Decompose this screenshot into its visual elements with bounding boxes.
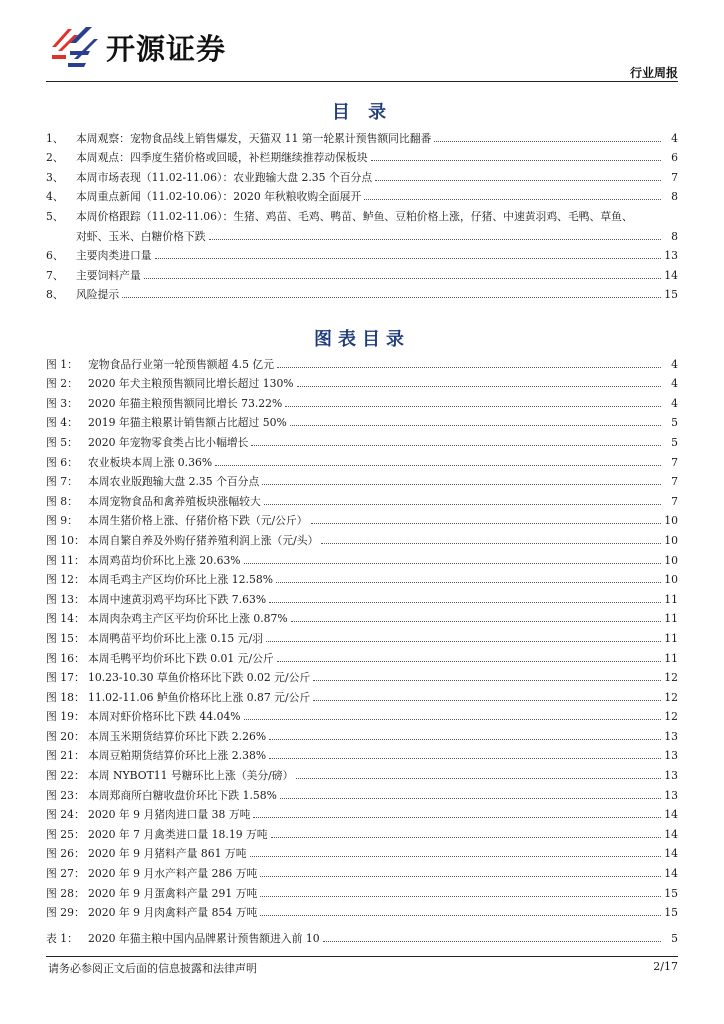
footer-disclaimer: 请务必参阅正文后面的信息披露和法律声明 [48, 962, 257, 975]
figure-entry-title: 本周郑商所白糖收盘价环比下跌 1.58% [88, 788, 277, 802]
dot-leader [253, 817, 661, 818]
header-divider [46, 81, 678, 82]
dot-leader [266, 641, 661, 642]
dot-leader [291, 621, 661, 622]
figure-entry[interactable] [46, 685, 678, 705]
figure-entry-number: 图 18： [46, 690, 85, 704]
dot-leader [276, 582, 661, 583]
figure-entry[interactable] [46, 372, 678, 392]
table-entry-number: 表 1： [46, 931, 78, 945]
toc-entry-page: 13 [664, 249, 678, 263]
figure-entry[interactable] [46, 568, 678, 588]
figure-entry[interactable] [46, 607, 678, 627]
figure-entry-number: 图 20： [46, 729, 85, 743]
figure-entry-page: 14 [664, 847, 678, 861]
figure-entry-number: 图 5： [46, 435, 78, 449]
figure-entry-number: 图 17： [46, 671, 85, 685]
dot-leader [297, 386, 661, 387]
figure-entry[interactable] [46, 528, 678, 548]
figure-entry-page: 15 [664, 886, 678, 900]
figure-entry-page: 12 [664, 710, 678, 724]
dot-leader [296, 778, 661, 779]
toc-entry-title: 主要饲料产量 [76, 268, 141, 282]
figure-entry[interactable] [46, 509, 678, 529]
figure-entry[interactable] [46, 587, 678, 607]
dot-leader [269, 739, 661, 740]
toc-entry[interactable] [46, 263, 678, 283]
table-entry-page: 5 [671, 931, 678, 945]
footer-divider [46, 956, 678, 957]
company-logo [48, 22, 308, 72]
figure-entry-title: 农业板块本周上涨 0.36% [88, 455, 213, 469]
figure-entry-page: 14 [664, 808, 678, 822]
figure-entry[interactable] [46, 705, 678, 725]
figure-entry-number: 图 11： [46, 553, 85, 567]
figure-entry-title: 本周鸭苗平均价环比上涨 0.15 元/羽 [88, 631, 263, 645]
figure-entry-title: 11.02-11.06 鲈鱼价格环比上涨 0.87 元/公斤 [88, 690, 311, 704]
page-header [46, 18, 678, 80]
dot-leader [144, 278, 661, 279]
dot-leader [371, 160, 661, 161]
figure-entry-page: 7 [671, 455, 678, 469]
toc-entry[interactable] [46, 204, 678, 224]
dot-leader [311, 523, 661, 524]
dot-leader [250, 856, 662, 857]
figure-entry-number: 图 16： [46, 651, 85, 665]
figure-entry-page: 10 [664, 573, 678, 587]
figure-entry-number: 图 19： [46, 710, 85, 724]
toc-list [46, 126, 678, 302]
figure-entry-page: 11 [664, 651, 678, 665]
toc-entry-title: 本周市场表现（11.02-11.06）：农业跑输大盘 2.35 个百分点 [76, 170, 373, 184]
figure-entry-number: 图 25： [46, 827, 85, 841]
toc-entry-page: 6 [671, 151, 678, 165]
figure-entry-page: 7 [671, 494, 678, 508]
figure-entry-page: 4 [671, 357, 678, 371]
toc-entry[interactable] [46, 146, 678, 166]
figure-entry-page: 11 [664, 592, 678, 606]
figure-entry-number: 图 9： [46, 514, 78, 528]
figure-entry-title: 2020 年 9 月蛋禽料产量 291 万吨 [88, 886, 258, 900]
figure-entry-page: 10 [664, 533, 678, 547]
figure-entry-page: 7 [671, 475, 678, 489]
figure-entry-page: 13 [664, 749, 678, 763]
figure-entry[interactable] [46, 411, 678, 431]
table-index-list [46, 926, 678, 946]
toc-entry-title: 本周观察：宠物食品线上销售爆发，天猫双 11 第一轮累计预售额同比翻番 [76, 131, 432, 145]
figure-entry-page: 12 [664, 671, 678, 685]
figure-entry[interactable] [46, 391, 678, 411]
figure-entry-number: 图 4： [46, 416, 78, 430]
figure-entry-number: 图 29： [46, 906, 85, 920]
figure-entry-page: 10 [664, 514, 678, 528]
figure-entry[interactable] [46, 430, 678, 450]
dot-leader [262, 484, 661, 485]
figure-entry-number: 图 24： [46, 808, 85, 822]
figure-entry-title: 2020 年猫主粮预售额同比增长 73.22% [88, 396, 283, 410]
figure-entry-title: 本周对虾价格环比下跌 44.04% [88, 710, 241, 724]
figure-entry-page: 11 [664, 612, 678, 626]
figure-entry-page: 14 [664, 867, 678, 881]
report-type-label: 行业周报 [629, 66, 678, 80]
dot-leader [277, 367, 661, 368]
figure-entry-title: 2020 年 9 月肉禽料产量 854 万吨 [88, 906, 258, 920]
dot-leader [209, 239, 661, 240]
figure-entry-title: 宠物食品行业第一轮预售额超 4.5 亿元 [88, 357, 274, 371]
figure-entry[interactable] [46, 470, 678, 490]
toc-entry[interactable] [46, 224, 678, 244]
toc-entry-number: 6、 [46, 249, 64, 263]
dot-leader [122, 297, 661, 298]
figure-entry[interactable] [46, 842, 678, 862]
figure-entry-number: 图 3： [46, 396, 78, 410]
figure-entry-number: 图 6： [46, 455, 78, 469]
figure-entry-title: 2020 年犬主粮预售额同比增长超过 130% [88, 377, 294, 391]
toc-entry[interactable] [46, 126, 678, 146]
toc-entry-title: 主要肉类进口量 [76, 249, 152, 263]
dot-leader [155, 258, 661, 259]
figure-index-list [46, 352, 678, 920]
dot-leader [269, 602, 661, 603]
figure-entry-number: 图 8： [46, 494, 78, 508]
figure-entry-title: 本周中速黄羽鸡平均环比下跌 7.63% [88, 592, 267, 606]
figure-entry-title: 10.23-10.30 草鱼价格环比下跌 0.02 元/公斤 [88, 671, 311, 685]
toc-entry-page: 14 [664, 268, 678, 282]
figure-entry[interactable] [46, 666, 678, 686]
figure-entry-number: 图 12： [46, 573, 85, 587]
figure-entry[interactable] [46, 744, 678, 764]
figure-entry-number: 图 21： [46, 749, 85, 763]
figure-entry-title: 本周鸡苗均价环比上涨 20.63% [88, 553, 241, 567]
figure-entry[interactable] [46, 626, 678, 646]
figure-entry[interactable] [46, 783, 678, 803]
figure-entry-title: 2020 年宠物零食类占比小幅增长 [88, 435, 249, 449]
figure-entry-title: 本周农业版跑输大盘 2.35 个百分点 [88, 475, 260, 489]
figure-entry-title: 2019 年猫主粮累计销售额占比超过 50% [88, 416, 287, 430]
figure-entry[interactable] [46, 803, 678, 823]
kaiyuan-logo-icon [48, 25, 100, 69]
figure-entry-number: 图 2： [46, 377, 78, 391]
figure-entry-title: 本周豆粕期货结算价环比上涨 2.38% [88, 749, 267, 763]
figure-entry-title: 本周生猪价格上涨、仔猪价格下跌（元/公斤） [88, 514, 308, 528]
dot-leader [260, 915, 661, 916]
figure-entry-page: 13 [664, 769, 678, 783]
dot-leader [260, 896, 661, 897]
figure-entry[interactable] [46, 548, 678, 568]
figure-entry-title: 2020 年 7 月禽类进口量 18.19 万吨 [88, 827, 268, 841]
figure-entry[interactable] [46, 489, 678, 509]
figure-entry-number: 图 26： [46, 847, 85, 861]
toc-entry-title: 本周价格跟踪（11.02-11.06）：生猪、鸡苗、毛鸡、鸭苗、鲈鱼、豆粕价格上涨，仔猪、中速黄羽鸡、毛鸭、草鱼、 [76, 209, 633, 223]
dot-leader [290, 425, 661, 426]
figure-entry-number: 图 7： [46, 475, 78, 489]
toc-entry-number: 4、 [46, 190, 64, 204]
figure-entry-title: 2020 年 9 月猪料产量 861 万吨 [88, 847, 247, 861]
toc-entry[interactable] [46, 165, 678, 185]
figure-entry-page: 4 [671, 396, 678, 410]
figure-entry-title: 本周毛鸭平均价环比下跌 0.01 元/公斤 [88, 651, 274, 665]
toc-title: 目 录 [331, 102, 393, 123]
figure-entry[interactable] [46, 822, 678, 842]
figure-entry-page: 13 [664, 788, 678, 802]
figure-entry-title: 2020 年 9 月猪肉进口量 38 万吨 [88, 808, 251, 822]
dot-leader [277, 661, 661, 662]
dot-leader [313, 680, 661, 681]
figure-entry-page: 13 [664, 729, 678, 743]
toc-entry-title: 本周观点：四季度生猪价格或回暖，补栏期继续推荐动保板块 [76, 151, 368, 165]
toc-entry[interactable] [46, 185, 678, 205]
figure-entry-page: 10 [664, 553, 678, 567]
figure-entry-title: 2020 年 9 月水产料产量 286 万吨 [88, 867, 258, 881]
figure-entry-title: 本周玉米期货结算价环比下跌 2.26% [88, 729, 267, 743]
dot-leader [280, 798, 661, 799]
figure-entry-page: 5 [671, 435, 678, 449]
toc-entry-number: 3、 [46, 170, 64, 184]
figure-entry-number: 图 1： [46, 357, 78, 371]
toc-entry-number: 8、 [46, 288, 64, 302]
toc-entry[interactable] [46, 244, 678, 264]
toc-entry-title: 风险提示 [76, 288, 120, 302]
figure-entry-title: 本周自繁自养及外购仔猪养殖利润上涨（元/头） [88, 533, 319, 547]
dot-leader [264, 504, 661, 505]
toc-entry-page: 8 [671, 190, 678, 204]
figure-entry-number: 图 23： [46, 788, 85, 802]
dot-leader [260, 876, 661, 877]
figure-entry-page: 5 [671, 416, 678, 430]
figure-entry[interactable] [46, 724, 678, 744]
figure-entry[interactable] [46, 646, 678, 666]
figure-entry-number: 图 28： [46, 886, 85, 900]
figure-entry-page: 15 [664, 906, 678, 920]
toc-entry-number: 1、 [46, 131, 64, 145]
dot-leader [364, 199, 661, 200]
dot-leader [434, 141, 661, 142]
dot-leader [244, 719, 661, 720]
table-entry[interactable] [46, 926, 678, 946]
dot-leader [285, 406, 661, 407]
figure-entry-page: 4 [671, 377, 678, 391]
dot-leader [321, 543, 661, 544]
toc-entry-page: 4 [671, 131, 678, 145]
figure-entry-number: 图 14： [46, 612, 85, 626]
dot-leader [323, 941, 661, 942]
figure-entry-title: 本周宠物食品和禽养殖板块涨幅较大 [88, 494, 261, 508]
toc-entry-number: 2、 [46, 151, 64, 165]
figure-entry[interactable] [46, 901, 678, 921]
figure-entry-page: 14 [664, 827, 678, 841]
figure-entry-page: 12 [664, 690, 678, 704]
figure-entry-number: 图 15： [46, 631, 85, 645]
figure-entry[interactable] [46, 861, 678, 881]
toc-entry[interactable] [46, 283, 678, 303]
figure-entry-number: 图 13： [46, 592, 85, 606]
dot-leader [251, 445, 661, 446]
toc-entry-title: 对虾、玉米、白糖价格下跌 [76, 229, 206, 243]
figure-entry-title: 本周毛鸡主产区均价环比上涨 12.58% [88, 573, 273, 587]
dot-leader [215, 465, 661, 466]
figure-entry-page: 11 [664, 631, 678, 645]
toc-entry-page: 7 [671, 170, 678, 184]
figure-entry-number: 图 27： [46, 867, 85, 881]
company-name: 开源证券 [106, 31, 227, 66]
figure-entry[interactable] [46, 763, 678, 783]
page-number: 2/17 [653, 960, 678, 973]
figure-entry[interactable] [46, 352, 678, 372]
figure-entry[interactable] [46, 881, 678, 901]
figure-index-title: 图表目录 [314, 329, 410, 350]
dot-leader [244, 563, 661, 564]
toc-entry-page: 15 [664, 288, 678, 302]
toc-entry-page: 8 [671, 229, 678, 243]
figure-entry-number: 图 10： [46, 533, 85, 547]
table-entry-title: 2020 年猫主粮中国内品牌累计预售额进入前 10 [88, 931, 320, 945]
figure-entry-number: 图 22： [46, 769, 85, 783]
toc-entry-title: 本周重点新闻（11.02-10.06）：2020 年秋粮收购全面展开 [76, 190, 362, 204]
figure-entry-title: 本周 NYBOT11 号糖环比上涨（美分/磅） [88, 769, 294, 783]
dot-leader [269, 758, 661, 759]
dot-leader [271, 837, 661, 838]
dot-leader [313, 700, 661, 701]
toc-entry-number: 7、 [46, 268, 64, 282]
figure-entry[interactable] [46, 450, 678, 470]
dot-leader [375, 180, 661, 181]
toc-entry-number: 5、 [46, 209, 64, 223]
figure-entry-title: 本周肉杂鸡主产区平均价环比上涨 0.87% [88, 612, 288, 626]
